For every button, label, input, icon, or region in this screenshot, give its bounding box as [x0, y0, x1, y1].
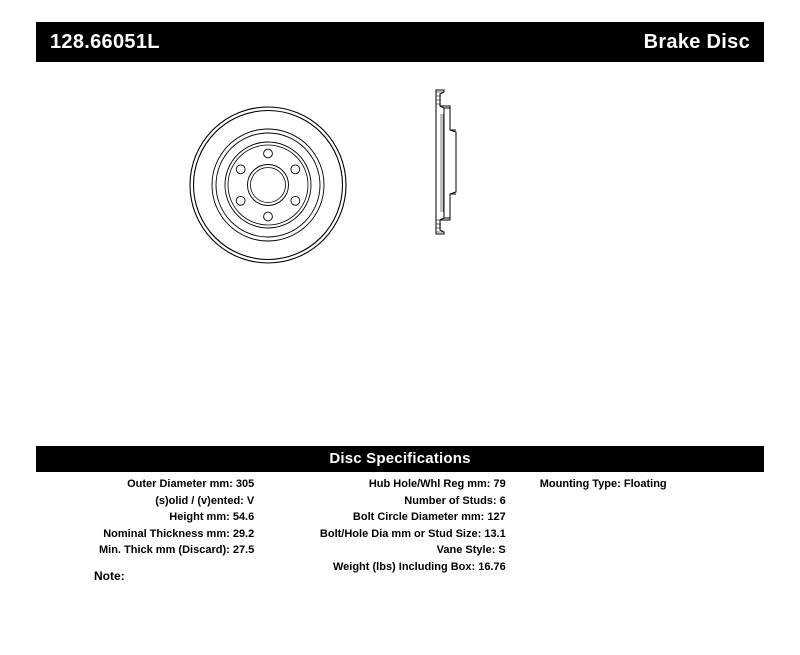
- spec-bolt-hole-dia: Bolt/Hole Dia mm or Stud Size: 13.1: [319, 527, 506, 540]
- page-title: Brake Disc: [643, 31, 750, 53]
- spec-weight: Weight (lbs) Including Box: 16.76: [332, 560, 506, 573]
- spec-number-of-studs: Number of Studs: 6: [404, 494, 506, 507]
- spec-nominal-thickness: Nominal Thickness mm: 29.2: [103, 527, 255, 540]
- spec-mounting-type: Mounting Type: Floating: [539, 478, 667, 490]
- product-drawing: [36, 70, 764, 370]
- note-row: [36, 567, 764, 585]
- spec-min-thickness: Min. Thick mm (Discard): 27.5: [98, 544, 255, 556]
- header-bar: [36, 22, 764, 62]
- rotor-face-view: [190, 107, 346, 263]
- spec-section-title: Disc Specifications: [36, 446, 764, 472]
- part-number: 128.66051L: [50, 31, 160, 53]
- spec-column-right: [524, 476, 764, 575]
- spec-body: [36, 476, 764, 575]
- spec-column-left: [36, 476, 276, 575]
- note-label: Note:: [94, 569, 125, 583]
- spec-vane-style: Vane Style: S: [436, 544, 506, 556]
- rotor-section-view: [436, 90, 456, 234]
- spec-height: Height mm: 54.6: [169, 511, 255, 523]
- spec-solid-vented: (s)olid / (v)ented: V: [155, 494, 255, 507]
- spec-outer-diameter: Outer Diameter mm: 305: [127, 478, 255, 490]
- spec-column-middle: [276, 476, 524, 575]
- spec-hub-hole: Hub Hole/Whl Reg mm: 79: [368, 478, 506, 490]
- spec-bolt-circle-diameter: Bolt Circle Diameter mm: 127: [352, 511, 506, 523]
